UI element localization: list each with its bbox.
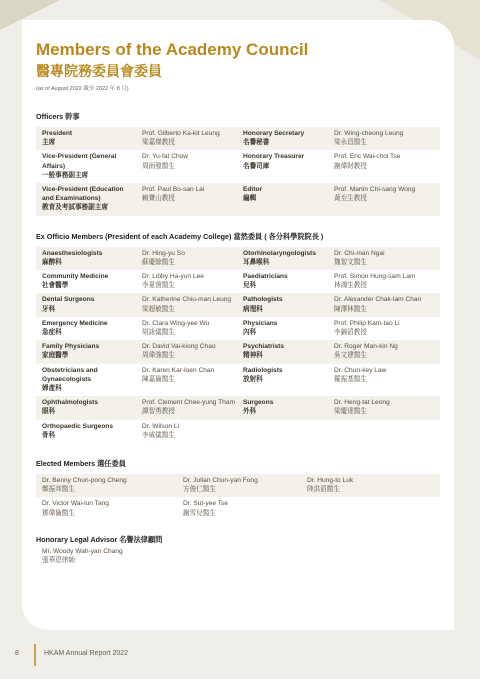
member-name-zh: 蘇慶餘醫生 [142,258,175,266]
college-cell [237,396,328,419]
officer-name: Prof. Martin Chi-sang Wong [334,186,416,194]
elected-member [177,497,301,520]
member-name: Dr. Wilson Li [142,422,180,430]
elected-member-name-zh: 陸洪滔醫生 [307,486,340,494]
member-cell [136,364,237,397]
college-name: Family Physicians [42,343,100,351]
elected-member [36,497,177,520]
college-name: Pathologists [243,296,283,304]
officer-name-cell [136,127,237,150]
content-area [36,40,440,568]
member-name-zh: 魏智文醫生 [334,258,367,266]
college-name-zh: 耳鼻喉科 [243,258,270,266]
member-cell [136,420,237,443]
as-of-date: (as of August 2022 截至 2022 年 8 月) [36,86,129,92]
member-name-zh: 李威儀醫生 [142,431,175,439]
member-cell [328,396,440,419]
college-name: Ophthalmologists [42,399,99,407]
elected-member [36,474,177,497]
officer-name: Prof. Paul Bo-san Lai [142,186,205,194]
college-cell [237,420,328,443]
college-name-zh: 病理科 [243,305,263,313]
college-cell [237,364,328,397]
college-name-zh: 內科 [243,329,257,337]
college-name: Emergency Medicine [42,319,108,327]
officer-name-zh: 梁嘉傑教授 [142,139,175,147]
ex-officio-heading: Ex Officio Members (President of each Academy College) 當然委員 ( 各分科學院院長 ) [36,231,324,241]
member-cell [136,396,237,419]
officer-role-zh: 名譽司庫 [243,162,270,170]
member-cell [136,293,237,316]
member-cell [328,293,440,316]
member-name: Prof. Clement Chee-yung Tham [142,399,235,407]
college-name: Anaesthesiologists [42,249,103,257]
elected-member [177,474,301,497]
member-cell [136,247,237,270]
member-name-zh: 李夏茵醫生 [142,282,175,290]
elected-table [36,474,440,521]
member-name-zh: 梁慶達醫生 [334,408,367,416]
member-name-zh: 李錦滔教授 [334,329,367,337]
elected-member-name: Dr. Hung-to Luk [307,477,354,485]
officer-name: Prof. Eric Wai-choi Tse [334,153,401,161]
member-cell [328,420,440,443]
elected-member-name: Dr. Victor Wai-lun Tang [42,500,109,508]
member-name-zh: 林鴻生教授 [334,282,367,290]
member-name-zh: 譚智勇教授 [142,408,175,416]
college-name: Surgeons [243,399,274,407]
college-name: Psychiatrists [243,343,285,351]
officer-name: Dr. Wing-cheong Leung [334,130,404,137]
officer-role-zh: 一般事務副主席 [42,171,89,179]
member-name: Dr. Hing-yu So [142,249,185,257]
member-name: Dr. Heng-tat Leong [334,399,390,407]
college-cell [36,396,136,419]
college-name-zh: 社會醫學 [42,282,69,290]
elected-member-name-zh: 方俊仁醫生 [183,486,216,494]
officer-role-cell [36,127,136,150]
member-name: Dr. Roger Man-kin Ng [334,343,398,351]
page-number: 8 [15,650,19,657]
college-cell [36,340,136,363]
officer-role-zh: 編輯 [243,195,257,203]
member-cell [136,340,237,363]
officer-role: Honorary Treasurer [243,153,305,161]
officer-role-zh: 主席 [42,139,56,147]
elected-member-name: Dr. Sut-yee Tse [183,500,228,508]
officer-name-cell [136,183,237,216]
content-card [22,20,454,630]
officer-role: Vice-President (General Affairs) [42,153,117,170]
officer-role-zh: 名譽秘書 [243,139,270,147]
member-name-zh: 胡詠儀醫生 [142,329,175,337]
member-name: Dr. Karen Kar-loen Chan [142,366,215,374]
member-cell [328,340,440,363]
college-name-zh: 家庭醫學 [42,352,69,360]
college-name-zh: 急症科 [42,329,62,337]
elected-member-name-zh: 鄭振邦醫生 [42,486,75,494]
college-cell [36,420,136,443]
college-name-zh: 牙科 [42,305,56,313]
college-cell [237,270,328,293]
college-name-zh: 外科 [243,408,257,416]
member-name: Dr. Alexander Chak-lam Chan [334,296,422,304]
officer-name-zh: 謝偉財教授 [334,162,367,170]
college-name-zh: 骨科 [42,431,56,439]
officer-name-cell [328,127,440,150]
college-name: Orthopaedic Surgeons [42,422,114,430]
officer-name-zh: 賴寶山教授 [142,195,175,203]
page-title: Members of the Academy Council [36,40,309,59]
college-cell [36,247,136,270]
officer-name-cell [328,150,440,183]
member-name-zh: 陳澤林醫生 [334,305,367,313]
officer-role-cell [36,150,136,183]
college-name-zh: 兒科 [243,282,257,290]
member-name: Prof. Philip Kam-tao Li [334,319,400,327]
college-cell [237,247,328,270]
college-name-zh: 眼科 [42,408,56,416]
college-name: Physicians [243,319,278,327]
member-cell [328,317,440,340]
elected-member-name: Dr. Julian Chun-yan Fong [183,477,258,485]
officer-name-zh: 周雨發醫生 [142,162,175,170]
elected-member-name-zh: 謝雪兒醫生 [183,509,216,517]
college-cell [237,340,328,363]
legal-advisor-name-en: Mr. Woody Wah-yan Chang [42,547,123,555]
elected-member-name-zh: 鄧偉倫醫生 [42,509,75,517]
member-cell [136,270,237,293]
officer-role-cell [36,183,136,216]
member-cell [328,364,440,397]
member-name: Dr. Chi-man Ngai [334,249,385,257]
officer-name-cell [328,183,440,216]
college-name: Paediatricians [243,273,288,281]
member-name-zh: 羅振基醫生 [334,375,367,383]
college-cell [36,293,136,316]
elected-heading: Elected Members 選任委員 [36,459,126,469]
member-name: Dr. David Vai-kiong Chao [142,343,216,351]
elected-member [301,474,440,497]
college-name-zh: 精神科 [243,352,263,360]
member-name: Dr. Katherine Chiu-man Leung [142,296,232,304]
member-name-zh: 陳嘉倫醫生 [142,375,175,383]
member-name: Dr. Libby Ha-yun Lee [142,273,204,281]
officer-name-zh: 黃至生教授 [334,195,367,203]
officer-name-zh: 梁永昌醫生 [334,139,367,147]
college-name-zh: 麻醉科 [42,258,62,266]
college-name-zh: 婦產科 [42,385,62,393]
college-cell [36,270,136,293]
officer-role-cell [237,127,328,150]
member-name: Dr. Chun-key Law [334,366,387,374]
officer-role-cell [237,183,328,216]
officer-name: Prof. Gilberto Ka-kit Leung [142,130,220,137]
legal-advisor-heading: Honorary Legal Advisor 名譽法律顧問 [36,534,163,544]
college-name: Obstetricians and Gynaecologists [42,366,98,383]
college-cell [237,317,328,340]
footer-divider [34,644,36,666]
elected-member-name: Dr. Benny Chun-pong Cheng [42,477,127,485]
member-name-zh: 周偉強醫生 [142,352,175,360]
officer-role: Honorary Secretary [243,130,305,137]
college-name-zh: 放射科 [243,375,263,383]
officers-heading: Officers 幹事 [36,112,80,121]
officer-role-zh: 教育及考試事務副主席 [42,204,108,212]
ex-officio-table [36,247,440,443]
member-name-zh: 吳文建醫生 [334,352,367,360]
legal-advisor-name-zh: 張華恩律師 [42,557,75,565]
member-name: Dr. Clara Wing-yee Wu [142,319,210,327]
college-name: Dental Surgeons [42,296,95,304]
officer-name: Dr. Yu-fat Chow [142,153,189,161]
college-cell [36,364,136,397]
page-footer [0,640,480,670]
member-name-zh: 梁超敏醫生 [142,305,175,313]
member-cell [136,317,237,340]
college-cell [237,293,328,316]
member-cell [328,270,440,293]
college-cell [36,317,136,340]
college-name: Community Medicine [42,273,109,281]
report-title: HKAM Annual Report 2022 [44,650,129,657]
college-name: Otorhinolaryngologists [243,249,316,257]
officer-role: Editor [243,186,263,194]
member-cell [328,247,440,270]
member-name: Prof. Simon Hung-sam Lam [334,273,416,281]
page-title-chinese: 醫專院務委員會委員 [36,63,162,79]
officer-role-cell [237,150,328,183]
officer-name-cell [136,150,237,183]
officers-table [36,127,440,216]
legal-advisor [36,545,440,568]
officer-role: President [42,130,73,137]
officer-role: Vice-President (Education and Examinations) [42,186,124,203]
college-name: Radiologists [243,366,283,374]
